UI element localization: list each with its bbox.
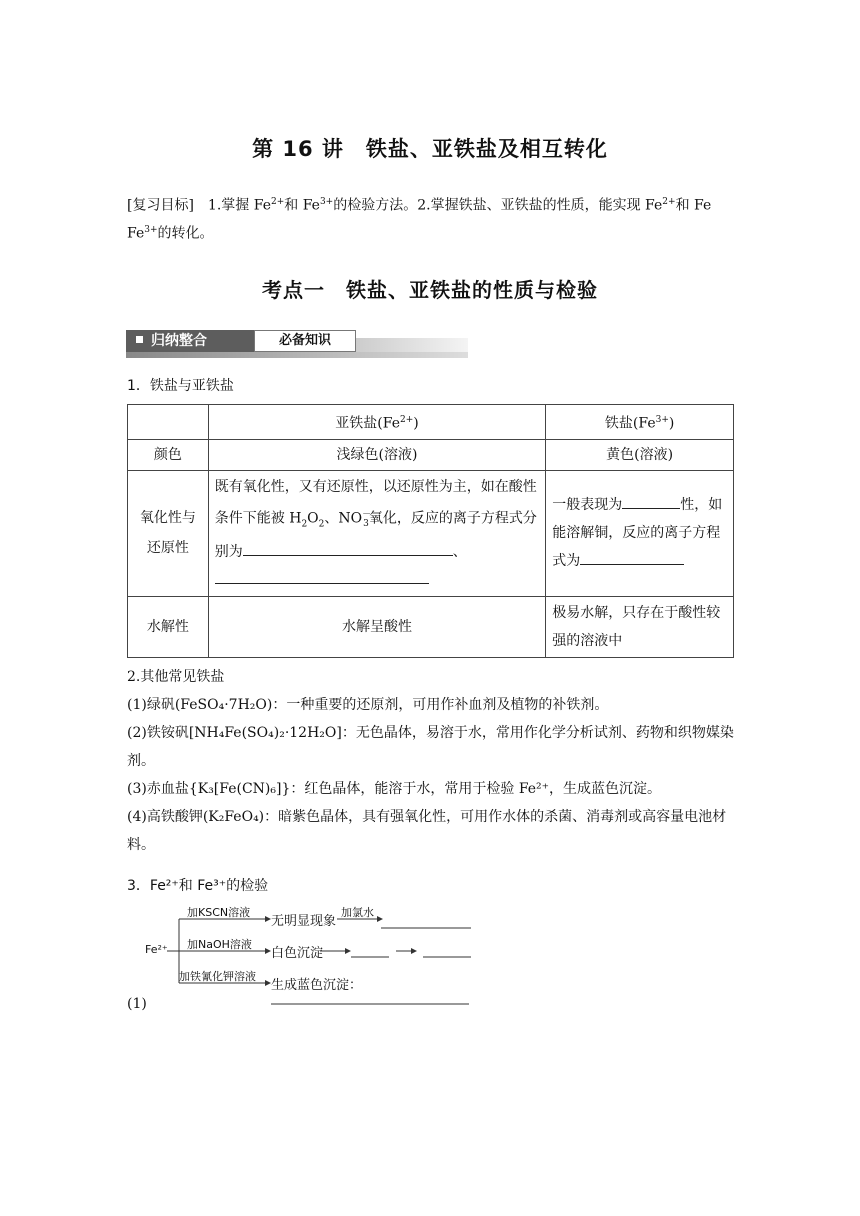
s2-heading: 2.其他常见铁盐 bbox=[127, 669, 225, 685]
page-title: 第 16 讲 铁盐、亚铁盐及相互转化 bbox=[252, 137, 608, 161]
goals-label: [复习目标] bbox=[127, 197, 194, 214]
diagram-result-3: 生成蓝色沉淀： bbox=[271, 978, 363, 993]
answer-blank-1[interactable] bbox=[243, 541, 453, 556]
banner-dark: 归纳整合 bbox=[126, 330, 254, 352]
list-item: (3)赤血盐{K₃[Fe(CN)₆]}：红色晶体，能溶于水，常用于检验 Fe²⁺，生成蓝色沉淀。 bbox=[127, 781, 662, 797]
list-item: (4)高铁酸钾(K₂FeO₄)：暗紫色晶体，具有强氧化性，可用作水体的杀菌、消毒剂或高容量电池材料。 bbox=[127, 809, 727, 853]
table-corner bbox=[128, 405, 209, 440]
diagram-result-1: 无明显现象 bbox=[271, 914, 337, 929]
header-ferric: 铁盐$(Fe^{3+})$ bbox=[546, 405, 734, 440]
section-banner bbox=[126, 330, 468, 354]
row-hydrolysis-label: 水解性 bbox=[128, 597, 209, 658]
diagram-reagent-1b: 加氯水 bbox=[341, 906, 374, 919]
row-color-ferric: 黄色(溶液) bbox=[546, 439, 734, 470]
diagram-reagent-3: 加铁氰化钾溶液 bbox=[179, 970, 256, 983]
row-hydrolysis-ferric: 极易水解，只存在于酸性较强的溶液中 bbox=[546, 597, 734, 658]
banner-light: 必备知识 bbox=[254, 330, 356, 352]
header-ferrous: 亚铁盐$(Fe^{2+})$ bbox=[208, 405, 546, 440]
row-color-ferrous: 浅绿色(溶液) bbox=[208, 439, 546, 470]
row-redox-ferrous: 既有氧化性，又有还原性，以还原性为主，如在酸性条件下能被 $H_2O_2$、$NO^-_3$氧化，反应的离子方程式分别为 、 bbox=[208, 470, 546, 596]
row-redox-label: 氧化性与还原性 bbox=[128, 470, 209, 596]
row-color-label: 颜色 bbox=[128, 439, 209, 470]
s3-heading: 3．Fe²⁺和 Fe³⁺的检验 bbox=[127, 878, 269, 894]
review-goals: [复习目标] 1.掌握 $Fe^{2+}$和 $Fe^{3+}$的检验方法。2.掌握铁盐、亚铁盐的性质，能实现 $Fe^{2+}$和 Fe bbox=[127, 197, 712, 214]
square-icon bbox=[136, 336, 143, 343]
s2-section bbox=[127, 663, 737, 859]
salt-table bbox=[127, 404, 734, 658]
s1-heading: 1．铁盐与亚铁盐 bbox=[127, 378, 234, 394]
diagram-reagent-2: 加NaOH溶液 bbox=[187, 938, 252, 951]
answer-blank-2[interactable] bbox=[215, 569, 429, 584]
section-title: 考点一 铁盐、亚铁盐的性质与检验 bbox=[262, 278, 598, 302]
diagram-reagent-1: 加KSCN溶液 bbox=[187, 906, 251, 919]
row-hydrolysis-ferrous: 水解呈酸性 bbox=[208, 597, 546, 658]
diagram-result-2: 白色沉淀 bbox=[271, 946, 324, 961]
answer-blank-4[interactable] bbox=[580, 550, 684, 565]
detection-diagram bbox=[127, 898, 487, 1018]
diagram-start: Fe²⁺ bbox=[145, 943, 168, 956]
answer-blank-3[interactable] bbox=[622, 494, 680, 509]
item-label: (1) bbox=[127, 996, 147, 1012]
list-item: (2)铁铵矾[NH₄Fe(SO₄)₂·12H₂O]：无色晶体，易溶于水，常用作化学分析试剂、药物和织物媒染剂。 bbox=[127, 725, 734, 769]
list-item: (1)绿矾(FeSO₄·7H₂O)：一种重要的还原剂，可用作补血剂及植物的补铁剂。 bbox=[127, 697, 609, 713]
row-redox-ferric: 一般表现为 性，如能溶解铜，反应的离子方程式为 bbox=[546, 470, 734, 596]
goals-line2: $Fe^{3+}$的转化。 bbox=[127, 225, 214, 242]
